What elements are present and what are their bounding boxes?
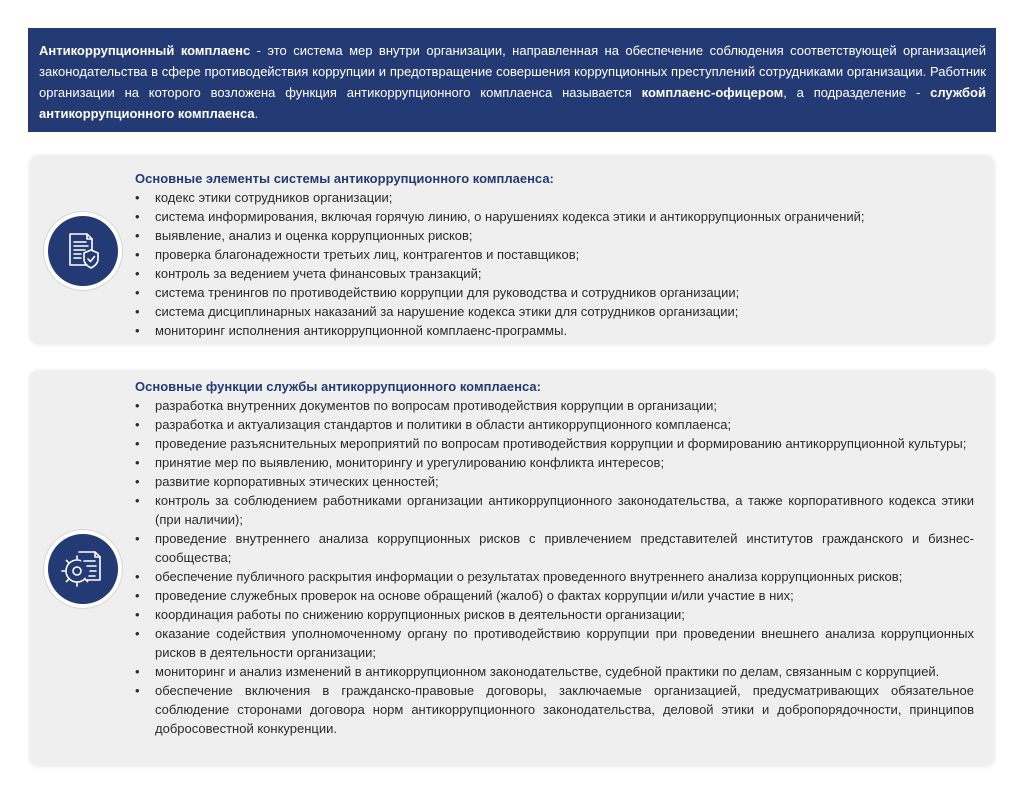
- list-item: • выявление, анализ и оценка коррупционных рисков;: [133, 226, 974, 245]
- list-item: • обеспечение публичного раскрытия информации о результатах проведенного внутреннего анализа коррупционных рисков;: [133, 567, 974, 586]
- list-item: • проверка благонадежности третьих лиц, контрагентов и поставщиков;: [133, 245, 974, 264]
- intro-sentence-end: .: [254, 106, 259, 121]
- list-item: • система информирования, включая горячую линию, о нарушениях кодекса этики и антикоррупционных ограничений;: [133, 207, 974, 226]
- gear-document-icon: [48, 534, 118, 604]
- unit-term: службой антикоррупционного комплаенса: [39, 85, 986, 121]
- list-item: • оказание содействия уполномоченному органу по противодействию коррупции при проведении внешнего анализа коррупционных рисков в деятельности организации;: [133, 624, 974, 662]
- list-item: • кодекс этики сотрудников организации;: [133, 188, 974, 207]
- elements-list: [133, 188, 974, 340]
- intro-definition: - это система мер внутри организации, направленная на обеспечение соблюдения соответствующей организацией законодательства в сфере противодействия коррупции и предотвращение совершения коррупционных преступлений сотрудниками организации.: [39, 43, 987, 79]
- intro-term: Антикоррупционный комплаенс: [39, 43, 251, 58]
- functions-content: [133, 377, 974, 738]
- list-item: • мониторинг исполнения антикоррупционной комплаенс-программы.: [133, 321, 974, 340]
- list-item: • координация работы по снижению коррупционных рисков в деятельности организации;: [133, 605, 974, 624]
- document-shield-icon: [48, 216, 118, 286]
- list-item: • система тренингов по противодействию коррупции для руководства и сотрудников организации;: [133, 283, 974, 302]
- list-item: • развитие корпоративных этических ценностей;: [133, 472, 974, 491]
- functions-list: [133, 396, 974, 738]
- elements-title: Основные элементы системы антикоррупционного комплаенса:: [135, 171, 554, 186]
- functions-card: [30, 371, 994, 766]
- list-item: • проведение внутреннего анализа коррупционных рисков с привлечением представителей институтов гражданского и бизнес-сообщества;: [133, 529, 974, 567]
- list-item: • обеспечение включения в гражданско-правовые договоры, заключаемые организацией, предусматривающих обязательное соблюдение сторонами договора норм антикоррупционного законодательства, деловой этики и добропорядочности, принципов добросовестной конкуренции.: [133, 681, 974, 738]
- officer-term: комплаенс-офицером: [641, 85, 784, 100]
- intro-sentence-start: Работник организации на которого возложена функция антикоррупционного комплаенса называется: [39, 64, 986, 100]
- list-item: • разработка и актуализация стандартов и политики в области антикоррупционного комплаенса;: [133, 415, 974, 434]
- list-item: • проведение служебных проверок на основе обращений (жалоб) о фактах коррупции и/или участие в них;: [133, 586, 974, 605]
- intro-banner: [28, 28, 996, 132]
- list-item: • мониторинг и анализ изменений в антикоррупционном законодательстве, судебной практики по делам, связанным с коррупцией.: [133, 662, 974, 681]
- list-item: • контроль за ведением учета финансовых транзакций;: [133, 264, 974, 283]
- list-item: • разработка внутренних документов по вопросам противодействия коррупции в организации;: [133, 396, 974, 415]
- list-item: • система дисциплинарных наказаний за нарушение кодекса этики для сотрудников организации;: [133, 302, 974, 321]
- list-item: • принятие мер по выявлению, мониторингу и урегулированию конфликта интересов;: [133, 453, 974, 472]
- elements-content: [133, 169, 974, 340]
- intro-sentence-mid: , а подразделение -: [783, 85, 931, 100]
- elements-card: [30, 156, 994, 344]
- list-item: • проведение разъяснительных мероприятий по вопросам противодействия коррупции и формированию антикоррупционной культуры;: [133, 434, 974, 453]
- list-item: • контроль за соблюдением работниками организации антикоррупционного законодательства, а также корпоративного кодекса этики (при наличии);: [133, 491, 974, 529]
- functions-title: Основные функции службы антикоррупционного комплаенса:: [135, 379, 541, 394]
